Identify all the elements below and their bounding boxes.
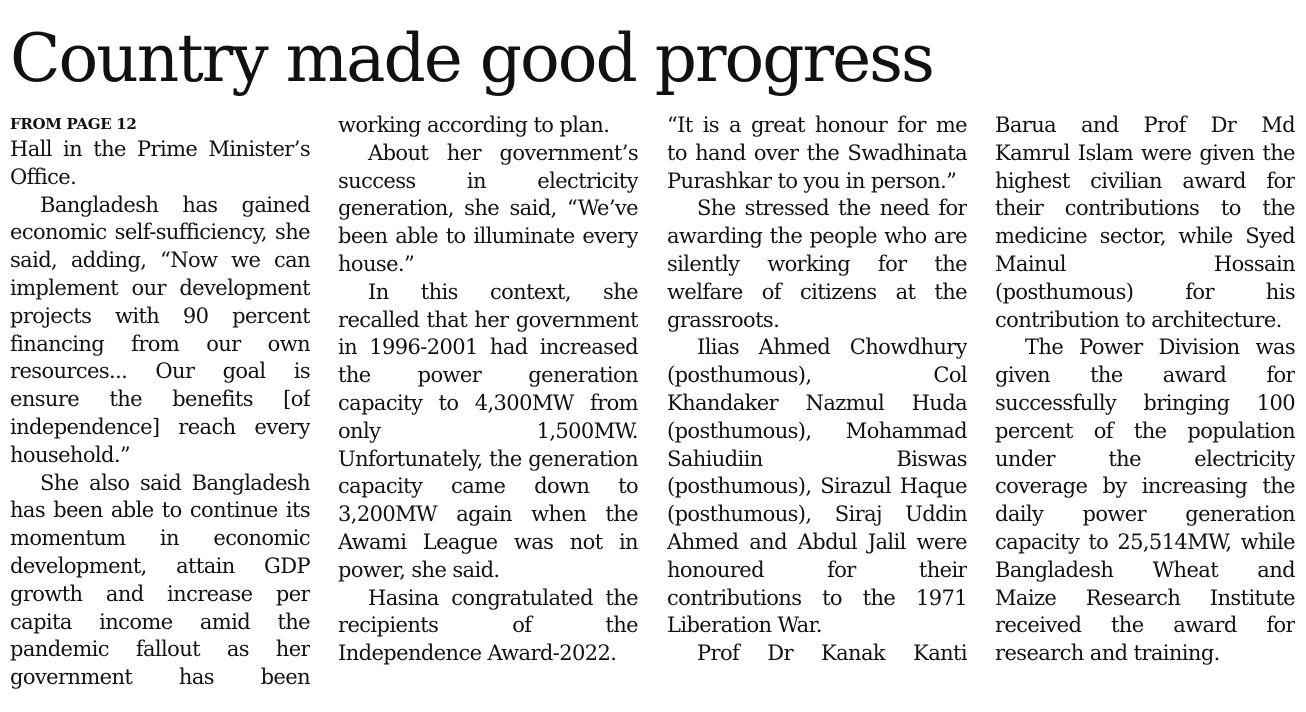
headline: Country made good progress: [10, 20, 933, 97]
article-column-3: [667, 112, 967, 708]
paragraph: The Power Division was given the award for successfully bringing 100 percent of the population under the electricity coverage by increasing the daily power generation capacity to 25,514MW, while Bangladesh Wheat and Maize Research Institute received the award for research and training.: [995, 335, 1295, 666]
article-column-1: [10, 112, 310, 708]
paragraph: working according to plan.: [338, 113, 610, 137]
paragraph: About her government’s success in electricity generation, she said, “We’ve been able to illuminate every house.”: [338, 140, 638, 276]
paragraph: “It is a great honour for me to hand over the Swadhinata Purashkar to you in person.”: [667, 113, 967, 193]
paragraph: She stressed the need for awarding the people who are silently working for the welfare of citizens at the grassroots.: [667, 196, 967, 332]
paragraph: Hall in the Prime Minister’s Office.: [10, 137, 310, 189]
paragraph: Ilias Ahmed Chowdhury (posthumous), Col Khandaker Nazmul Huda (posthumous), Mohammad Sahiudiin Biswas (posthumous), Sirazul Haque (posthumous), Siraj Uddin Ahmed and Abdul Jalil were honoured for their contributions to the 1971 Liberation War.: [667, 335, 967, 638]
continued-from-kicker: FROM PAGE 12: [10, 115, 137, 133]
paragraph: In this context, she recalled that her government in 1996-2001 had increased the power generation capacity to 4,300MW from only 1,500MW. Unfortunately, the generation capacity came down to 3,200MW again when the Awami League was not in power, she said.: [338, 279, 638, 582]
paragraph: Barua and Prof Dr Md Kamrul Islam were given the highest civilian award for their contributions to the medicine sector, while Syed Mainul Hossain (posthumous) for his contribution to architecture.: [995, 113, 1295, 332]
article-column-4: [995, 112, 1295, 708]
paragraph: Bangladesh has gained economic self-sufficiency, she said, adding, “Now we can implement our development projects with 90 percent financing from our own resources... Our goal is ensure the benefits [of independence] reach every household.”: [10, 192, 310, 467]
paragraph: Hasina congratulated the recipients of the Independence Award-2022.: [338, 585, 638, 666]
paragraph: She also said Bangladesh has been able to continue its momentum in economic development, attain GDP growth and increase per capita income amid the pandemic fallout as her government has been: [10, 470, 310, 690]
paragraph: Prof Dr Kanak Kanti: [697, 641, 967, 666]
article-column-2: [338, 112, 638, 708]
